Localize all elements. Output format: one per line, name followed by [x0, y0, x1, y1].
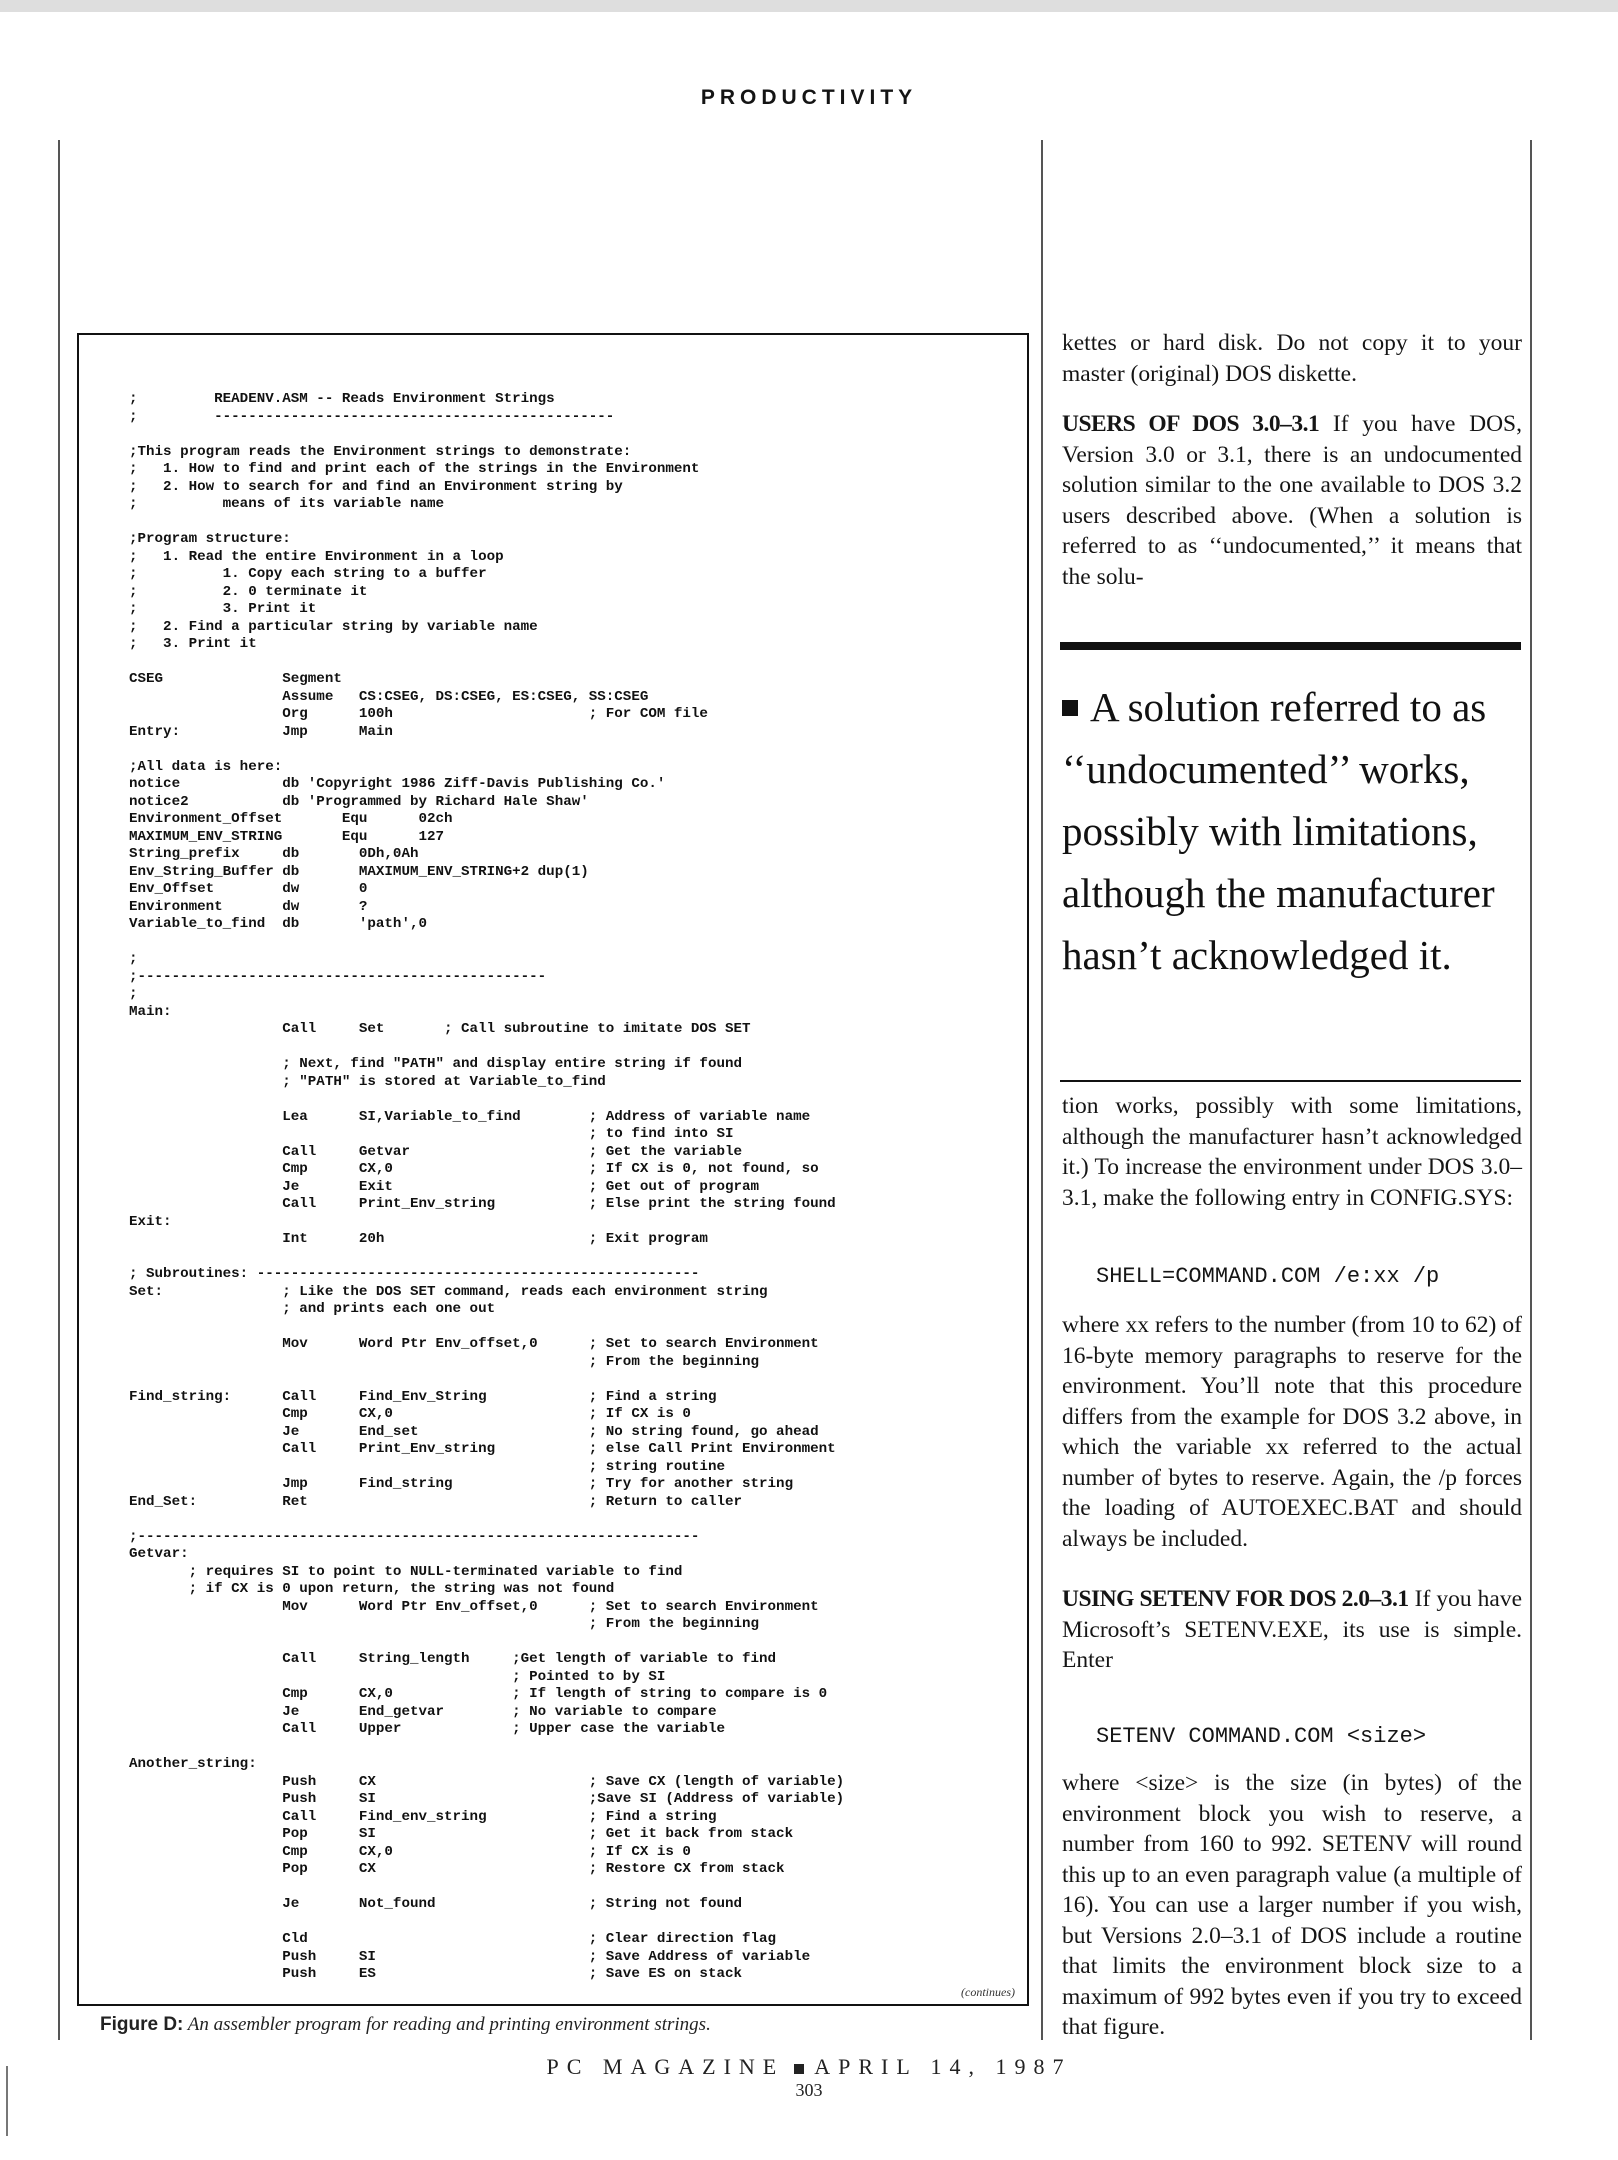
- figure-caption-text: An assembler program for reading and printing environment strings.: [183, 2014, 711, 2035]
- body-column-bottom: [1062, 1768, 1522, 2043]
- paragraph-setenv-text: If you have Microsoft’s SETENV.EXE, its use is simple. Enter: [1062, 1586, 1522, 1673]
- body-column-top: [1062, 328, 1522, 592]
- section-header: PRODUCTIVITY: [700, 86, 918, 109]
- left-page-rule: [58, 140, 60, 2040]
- config-sys-entry: SHELL=COMMAND.COM /e:xx /p: [1096, 1264, 1440, 1289]
- scan-edge-mark: [6, 2066, 8, 2136]
- paragraph-size-explanation: where <size> is the size (in bytes) of the environment block you wish to reserve, a number from 160 to 992. SETENV will round this up to an even paragraph value (a multiple of 16). You can use a larger number if you wish, but Versions 2.0–3.1 of DOS include a routine that limits the environment block size to a maximum of 992 bytes even if you try to exceed that figure.: [1062, 1770, 1522, 2040]
- setenv-command-line: SETENV COMMAND.COM <size>: [1096, 1724, 1427, 1749]
- page-footer: [0, 2054, 1618, 2080]
- scan-edge: [0, 0, 1618, 12]
- pullquote: [1062, 676, 1522, 986]
- paragraph-config-sys: tion works, possibly with some limitations, although the manufacturer hasn’t acknowledged it.) To increase the environment under DOS 3.0–3.1, make the following entry in CONFIG.SYS:: [1062, 1093, 1522, 1211]
- pullquote-top-rule: [1060, 642, 1521, 650]
- assembler-source-code: ; READENV.ASM -- Reads Environment Strings ; ----------------------------------------------- ;This program reads the Environment strings to demonstrate: ; 1. How to find and print each of the strings in the Environment ; 2. How to search for and find an Environment string by ; means of its variable name ;Program structure: ; 1. Read the entire Environment in a loop ; 1. Copy each string to a buffer ; 2. 0 terminate it ; 3. Print it ; 2. Find a particular string by variable name ; 3. Print it CSEG Segment Assume CS:CSEG, DS:CSEG, ES:CSEG, SS:CSEG Org 100h ; For COM file Entry: Jmp Main ;All data is here: notice db 'Copyright 1986 Ziff-Davis Publishing Co.' notice2 db 'Programmed by Richard Hale Shaw' Environment_Offset Equ 02ch MAXIMUM_ENV_STRING Equ 127 String_prefix db 0Dh,0Ah Env_String_Buffer db MAXIMUM_ENV_STRING+2 dup(1) Env_Offset dw 0 Environment dw ? Variable_to_find db 'path',0 ; ;------------------------------------------------ ; Main: Call Set ; Call subroutine to imitate DOS SET ; Next, find "PATH" and display entire string if found ; "PATH" is stored at Variable_to_find Lea SI,Variable_to_find ; Address of variable name ; to find into SI Call Getvar ; Get the variable Cmp CX,0 ; If CX is 0, not found, so Je Exit ; Get out of program Call Print_Env_string ; Else print the string found Exit: Int 20h ; Exit program ; Subroutines: ---------------------------------------------------- Set: ; Like the DOS SET command, reads each environment string ; and prints each one out Mov Word Ptr Env_offset,0 ; Set to search Environment ; From the beginning Find_string: Call Find_Env_String ; Find a string Cmp CX,0 ; If CX is 0 Je End_set ; No string found, go ahead Call Print_Env_string ; else Call Print Environment ; string routine Jmp Find_string ; Try for another string End_Set: Ret ; Return to caller ;------------------------------------------------------------------ Getvar: ; requires SI to point to NULL-terminated variable to find ; if CX is 0 upon return, the string was not found Mov Word Ptr Env_offset,0 ; Set to search Environment ; From the beginning Call String_length ;Get length of variable to find ; Pointed to by SI Cmp CX,0 ; If length of string to compare is 0 Je End_getvar ; No variable to compare Call Upper ; Upper case the variable Another_string: Push CX ; Save CX (length of variable) Push SI ;Save SI (Address of variable) Call Find_env_string ; Find a string Pop SI ; Get it back from stack Cmp CX,0 ; If CX is 0 Pop CX ; Restore CX from stack Je Not_found ; String not found Cld ; Clear direction flag Push SI ; Save Address of variable Push ES ; Save ES on stack: [129, 391, 845, 1982]
- page-number: 303: [795, 2080, 823, 2100]
- continued-label: (continues): [961, 1985, 1015, 1999]
- body-column-lower: [1062, 1310, 1522, 1676]
- body-column-middle: [1062, 1091, 1522, 1213]
- bullet-square-icon: [1062, 700, 1078, 716]
- footer-magazine-name: PC MAGAZINE: [546, 2054, 785, 2079]
- paragraph-xx-explanation: where xx refers to the number (from 10 to 62) of 16-byte memory paragraphs to reserve for the environment. You’ll note that this procedure differs from the example for DOS 3.2 above, in which the variable xx referred to the actual number of bytes to reserve. Again, the /p forces the loading of AUTOEXEC.BAT and should always be included.: [1062, 1312, 1522, 1552]
- figure-label: Figure D:: [100, 2014, 184, 2035]
- paragraph-setenv: [1062, 1584, 1522, 1676]
- pullquote-bottom-rule: [1060, 1080, 1521, 1082]
- figure-caption: [100, 2014, 1020, 2036]
- paragraph-dos30: [1062, 409, 1522, 592]
- figure-code-listing: [77, 333, 1029, 2006]
- right-page-rule: [1530, 140, 1532, 2040]
- paragraph-dos30-text: If you have DOS, Version 3.0 or 3.1, there is an undocumented solution similar to the one available to DOS 3.2 users described above. (When a solution is referred to as ‘‘undocumented,’’ it means that the solu-: [1062, 411, 1522, 590]
- pullquote-text: A solution referred to as ‘‘undocumented’’ works, possibly with limitations, although the manufacturer hasn’t acknowledged it.: [1062, 684, 1495, 978]
- subhead-using-setenv: USING SETENV FOR DOS 2.0–3.1: [1062, 1586, 1409, 1612]
- subhead-users-of-dos: USERS OF DOS 3.0–3.1: [1062, 411, 1320, 437]
- footer-separator-icon: [794, 2064, 804, 2074]
- column-divider-rule: [1041, 140, 1043, 2040]
- paragraph-continuation: kettes or hard disk. Do not copy it to your master (original) DOS diskette.: [1062, 330, 1522, 387]
- footer-issue-date: APRIL 14, 1987: [814, 2054, 1072, 2079]
